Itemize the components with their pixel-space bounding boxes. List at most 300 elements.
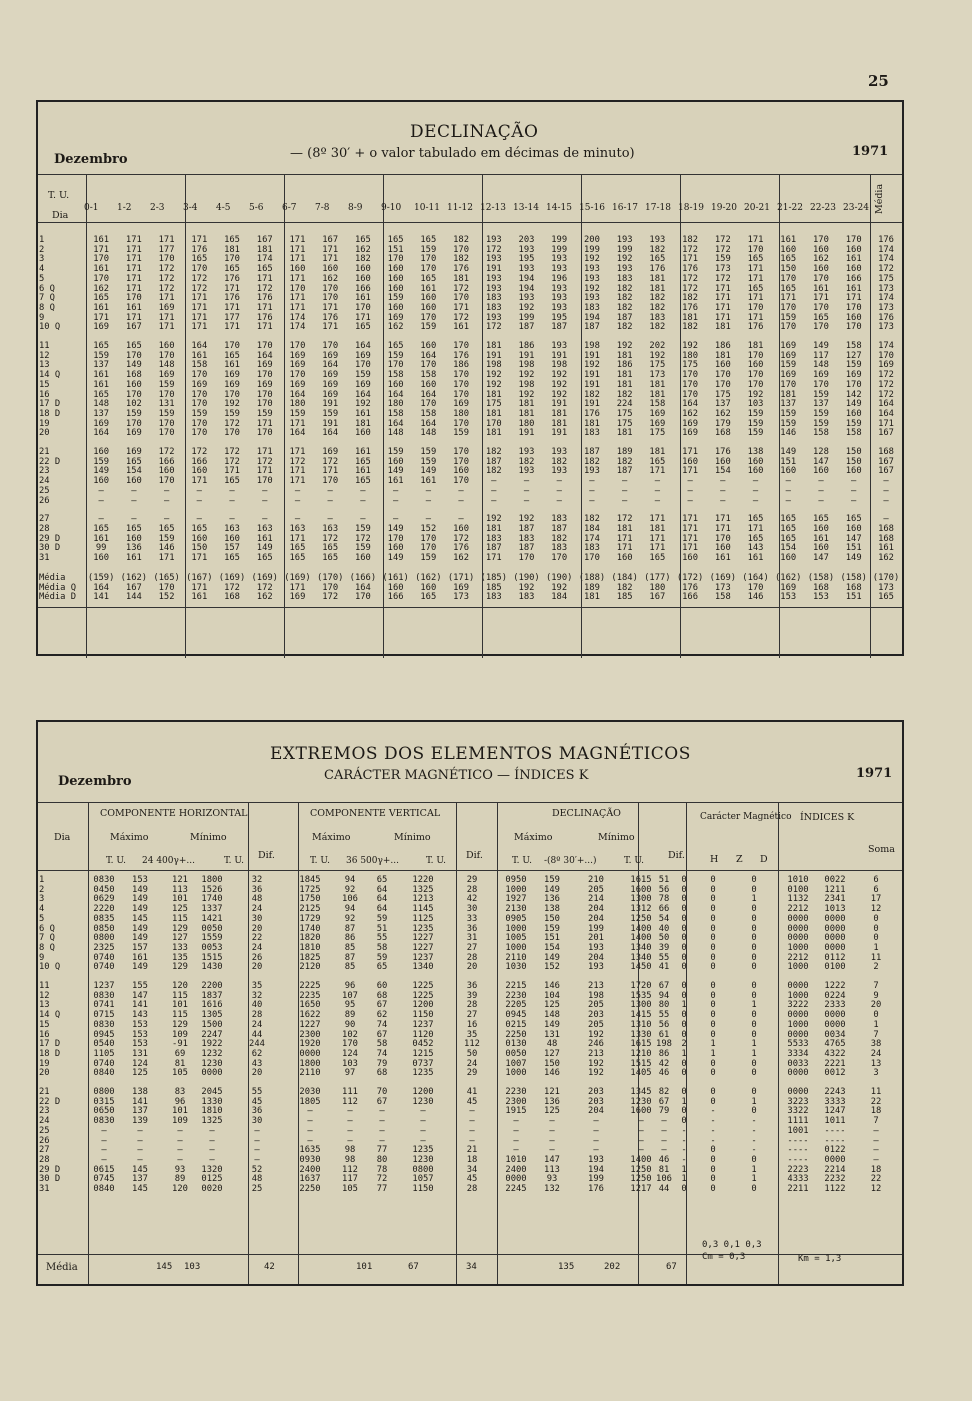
value-cell: 22 [870, 1174, 882, 1185]
value-cell: 159 [420, 447, 437, 458]
value-cell: — [131, 495, 137, 506]
value-cell: 172 [224, 456, 240, 467]
max-h-label: Máximo [110, 832, 149, 843]
value-cell: - [710, 1135, 716, 1146]
value-cell: 0224 [824, 990, 846, 1001]
value-cell: 182 [583, 456, 600, 467]
value-cell: 0629 [93, 894, 115, 905]
value-cell: 199 [588, 1174, 604, 1185]
value-cell: 159 [845, 418, 862, 429]
media-value: 172 [322, 592, 339, 603]
value-cell: 159 [747, 408, 764, 419]
value-cell: 159 [93, 350, 110, 361]
value-cell: - [681, 1135, 687, 1146]
value-cell: 204 [588, 913, 604, 924]
value-cell: 182 [616, 293, 633, 304]
value-cell: 160 [93, 476, 110, 487]
value-cell: 67 [658, 981, 670, 992]
value-cell: 166 [354, 283, 371, 294]
value-cell: 205 [588, 1000, 604, 1011]
value-cell: 170 [420, 360, 437, 371]
day-cell: 11 [39, 341, 50, 352]
value-cell: 1800 [299, 1058, 321, 1069]
value-cell: 162 [354, 244, 371, 255]
value-cell: 201 [588, 933, 604, 944]
value-cell: 166 [191, 456, 208, 467]
value-cell: 2230 [505, 990, 527, 1001]
value-cell: 160 [747, 466, 764, 477]
value-cell: 193 [551, 293, 568, 304]
value-cell: 170 [747, 302, 764, 313]
value-cell: 191 [551, 350, 568, 361]
value-cell: 121 [172, 875, 188, 885]
value-cell: 175 [616, 408, 633, 419]
value-cell: — [196, 495, 202, 506]
value-cell: 170 [714, 379, 731, 390]
value-cell: 137 [93, 408, 110, 419]
value-cell: 154 [544, 942, 560, 953]
value-cell: 161 [420, 476, 437, 487]
value-cell: 3334 [787, 1048, 809, 1059]
value-cell: 153 [132, 875, 148, 885]
value-cell: 0122 [824, 1145, 846, 1156]
value-cell: 20 [251, 1068, 263, 1079]
value-cell: 1225 [412, 981, 434, 992]
value-cell: 127 [544, 1048, 560, 1059]
value-cell: 182 [616, 283, 633, 294]
dif-v-label: Dif. [466, 850, 483, 861]
value-cell: 170 [780, 302, 797, 313]
value-cell: 165 [125, 341, 142, 352]
value-cell: 0 [710, 1087, 716, 1098]
tu-h2: T. U. [224, 856, 245, 866]
value-cell: 159 [780, 360, 797, 371]
value-cell: 0 [681, 1106, 687, 1117]
page-number: 25 [868, 72, 889, 90]
value-cell: 131 [544, 1029, 560, 1040]
value-cell: - [681, 1145, 687, 1156]
value-cell: 182 [485, 466, 502, 477]
value-cell: — [347, 1135, 353, 1146]
value-cell: 125 [172, 904, 188, 915]
media-value: 189 [583, 582, 600, 593]
value-cell: 161 [420, 283, 437, 294]
value-cell: 159 [714, 254, 731, 265]
day-cell: 4 [39, 904, 45, 915]
value-cell: 168 [125, 370, 142, 381]
value-cell: 148 [158, 360, 175, 371]
month-label-2: Dezembro [58, 774, 132, 789]
value-cell: 171 [125, 244, 142, 255]
value-cell: 165 [191, 523, 208, 534]
value-cell: 1250 [630, 1164, 652, 1175]
extremos-table [38, 876, 902, 1195]
value-cell: 170 [813, 302, 829, 313]
value-cell: 12 [870, 904, 882, 915]
value-cell: - [681, 1125, 687, 1136]
value-cell: 18 [870, 1164, 882, 1175]
value-cell: 0945 [93, 1029, 115, 1040]
value-cell: 162 [93, 283, 110, 294]
min-d-label: Mínimo [598, 832, 635, 843]
value-cell: 85 [344, 942, 356, 953]
value-cell: 165 [93, 523, 110, 534]
value-cell: — [137, 1154, 143, 1165]
value-cell: 171 [289, 235, 306, 245]
value-cell: 0100 [824, 962, 846, 973]
value-cell: 160 [387, 302, 404, 313]
value-cell: 2130 [505, 904, 527, 915]
value-cell: 160 [813, 543, 829, 554]
value-cell: 1616 [201, 1000, 223, 1011]
value-cell: 164 [878, 408, 894, 419]
value-cell: 181 [256, 244, 273, 255]
value-cell: - [710, 1106, 716, 1117]
value-cell: 0 [710, 904, 716, 915]
value-cell: 101 [172, 1000, 188, 1011]
media-value: (190) [513, 572, 540, 583]
value-cell: 0050 [201, 923, 223, 934]
value-cell: — [347, 1116, 353, 1127]
value-cell: 149 [132, 962, 148, 973]
value-cell: 170 [387, 360, 404, 371]
value-cell: 124 [132, 1058, 148, 1069]
value-cell: — [593, 1125, 599, 1136]
value-cell: 164 [387, 389, 404, 400]
value-cell: 191 [485, 350, 502, 361]
value-cell: 172 [453, 312, 469, 323]
value-cell: 164 [322, 428, 339, 439]
value-cell: 160 [420, 341, 437, 352]
value-cell: 137 [780, 399, 797, 410]
value-cell: 169 [813, 370, 829, 381]
value-cell: - [751, 1125, 757, 1136]
value-cell: 193 [485, 312, 502, 323]
value-cell: 172 [714, 244, 731, 255]
value-cell: — [883, 495, 889, 506]
value-cell: 159 [544, 923, 560, 934]
value-cell: 0950 [505, 875, 527, 885]
value-cell: 0 [681, 1116, 687, 1127]
value-cell: 187 [518, 322, 535, 333]
value-cell: 1740 [299, 923, 321, 934]
value-cell: 164 [256, 350, 273, 361]
value-cell: 170 [714, 533, 731, 544]
value-cell: 170 [845, 379, 862, 390]
value-cell: 0 [751, 952, 757, 963]
value-cell: 1 [751, 1174, 757, 1185]
value-cell: 28 [466, 952, 478, 963]
value-cell: 164 [354, 341, 371, 352]
value-cell: 160 [714, 360, 731, 371]
value-cell: 104 [544, 990, 560, 1001]
value-cell: 0 [710, 884, 716, 895]
value-cell: — [163, 495, 170, 506]
value-cell: 170 [845, 322, 862, 333]
day-cell: 18 D [39, 408, 61, 419]
value-cell: 171 [714, 302, 731, 313]
media-value: 146 [747, 592, 764, 603]
value-cell: 170 [420, 254, 437, 265]
value-cell: 187 [616, 466, 633, 477]
value-cell: 1805 [299, 1096, 321, 1107]
media-value: (185) [480, 572, 508, 583]
value-cell: 172 [224, 418, 240, 429]
value-cell: 1330 [201, 1096, 223, 1107]
value-cell: 181 [485, 389, 502, 400]
value-cell: 0540 [93, 1039, 115, 1050]
value-cell: 0000 [787, 933, 809, 944]
value-cell: 160 [420, 293, 437, 304]
value-cell: 170 [256, 341, 273, 352]
value-cell: 169 [322, 350, 339, 361]
value-cell: 198 [551, 360, 568, 371]
value-cell: 1120 [412, 1029, 434, 1040]
value-cell: 170 [191, 264, 208, 275]
value-cell: 204 [588, 952, 604, 963]
value-cell: 170 [322, 341, 339, 352]
value-cell: 171 [649, 533, 666, 544]
hour-header: 4-5 [216, 203, 231, 213]
value-cell: 0000 [787, 981, 809, 992]
value-cell: 68 [376, 990, 388, 1001]
value-cell: 1345 [630, 1087, 652, 1098]
value-cell: 1600 [630, 884, 652, 895]
value-cell: 183 [616, 273, 633, 284]
value-cell: 161 [354, 447, 371, 458]
value-cell: 170 [845, 302, 862, 313]
value-cell: 203 [588, 1087, 604, 1098]
value-cell: 1559 [201, 933, 223, 944]
value-cell: 0 [681, 962, 687, 973]
day-cell: 5 [39, 273, 45, 284]
value-cell: 170 [453, 293, 469, 304]
d-max-media: 135 [558, 1262, 575, 1272]
value-cell: 161 [813, 533, 829, 544]
value-cell: 1615 [630, 1039, 652, 1050]
value-cell: 115 [172, 990, 188, 1001]
value-cell: 176 [878, 312, 894, 323]
value-cell: 149 [132, 904, 148, 915]
value-cell: 214 [588, 894, 604, 905]
value-cell: 158 [845, 341, 862, 352]
value-cell: 213 [588, 981, 604, 992]
value-cell: 36 [251, 884, 263, 895]
value-cell: — [654, 485, 661, 496]
value-cell: 191 [322, 399, 339, 410]
value-cell: — [458, 514, 464, 525]
value-cell: 0835 [93, 913, 115, 924]
value-cell: 112 [342, 1164, 358, 1175]
value-cell: — [98, 514, 104, 525]
value-cell: 1000 [505, 942, 527, 953]
value-cell: 165 [354, 476, 371, 487]
value-cell: 160 [354, 553, 371, 564]
value-cell: — [491, 485, 497, 496]
extremos-title: EXTREMOS DOS ELEMENTOS MAGNÉTICOS [270, 744, 691, 764]
day-cell: 21 [39, 447, 50, 458]
value-cell: 64 [376, 904, 388, 915]
value-cell: 172 [878, 379, 894, 390]
value-cell: 101 [172, 1106, 188, 1117]
value-cell: 1250 [630, 913, 652, 924]
value-cell: 0 [681, 1068, 687, 1079]
value-cell: 169 [780, 341, 797, 352]
day-cell: 2 [39, 884, 45, 895]
value-cell: 42 [466, 894, 478, 905]
value-cell: 165 [387, 341, 404, 352]
value-cell: 172 [878, 389, 894, 400]
value-cell: 181 [485, 341, 502, 352]
value-cell: — [654, 495, 661, 506]
value-cell: 170 [256, 370, 273, 381]
day-cell: 23 [39, 466, 50, 477]
value-cell: 171 [289, 533, 306, 544]
value-cell: 111 [342, 1087, 358, 1098]
value-cell: — [873, 1145, 879, 1156]
value-cell: 32 [251, 875, 263, 885]
value-cell: 96 [174, 1096, 186, 1107]
value-cell: 0 [710, 1058, 716, 1069]
value-cell: 0000 [824, 1019, 846, 1030]
value-cell: — [589, 495, 595, 506]
value-cell: — [458, 485, 464, 496]
value-cell: 48 [546, 1039, 558, 1050]
value-cell: 171 [125, 312, 142, 323]
value-cell: 159 [544, 875, 560, 885]
value-cell: — [101, 1154, 107, 1165]
value-cell: 0 [710, 952, 716, 963]
value-cell: 1310 [630, 1019, 652, 1030]
soma-header: Soma [868, 844, 895, 855]
value-cell: 147 [813, 456, 829, 467]
value-cell: 160 [354, 428, 371, 439]
value-cell: 182 [616, 322, 633, 333]
value-cell: 33 [466, 913, 478, 924]
value-cell: — [638, 1125, 644, 1136]
value-cell: 199 [588, 923, 604, 934]
value-cell: 102 [125, 399, 142, 410]
value-cell: 171 [224, 302, 240, 313]
value-cell: 1 [751, 1048, 757, 1059]
value-cell: — [101, 1145, 107, 1156]
value-cell: 224 [616, 399, 633, 410]
day-cell: 9 [39, 312, 45, 323]
value-cell: 0 [681, 894, 687, 905]
hour-header: 21-22 [777, 203, 803, 213]
value-cell: 193 [518, 264, 535, 275]
value-cell: 11 [870, 1087, 882, 1098]
value-cell: 173 [878, 322, 894, 333]
day-cell: 12 [39, 990, 50, 1001]
value-cell: 80 [376, 1154, 388, 1165]
value-cell: — [523, 495, 530, 506]
value-cell: 169 [256, 360, 273, 371]
value-cell: 1729 [299, 913, 321, 924]
value-cell: 172 [878, 370, 894, 381]
value-cell: 141 [132, 1096, 148, 1107]
value-cell: 181 [649, 283, 666, 294]
value-cell: 172 [191, 273, 208, 284]
value-cell: 67 [658, 1096, 670, 1107]
km-value: Km = 1,3 [798, 1254, 842, 1264]
value-cell: 1400 [630, 1154, 652, 1165]
value-cell: 67 [376, 1029, 388, 1040]
value-cell: — [873, 1135, 879, 1146]
value-cell: 171 [682, 543, 699, 554]
value-cell: 169 [682, 418, 699, 429]
day-cell: 3 [39, 254, 45, 265]
value-cell: 0800 [93, 1087, 115, 1098]
day-cell: 28 [39, 1154, 50, 1165]
value-cell: 171 [256, 466, 273, 477]
value-cell: 0112 [824, 952, 846, 963]
value-cell: 112 [464, 1039, 480, 1050]
value-cell: 181 [649, 389, 666, 400]
value-cell: 167 [878, 428, 894, 439]
value-cell: 1 [710, 1048, 716, 1059]
value-cell: 17 [870, 894, 882, 905]
media-label: Média Q [39, 582, 77, 593]
value-cell: 24 [466, 1058, 478, 1069]
value-cell: 181 [747, 341, 764, 352]
value-cell: 193 [551, 341, 568, 352]
value-cell: 164 [682, 399, 699, 410]
value-cell: 139 [132, 1116, 148, 1127]
value-cell: 193 [649, 235, 666, 245]
value-cell: 180 [518, 418, 535, 429]
value-cell: 24 [251, 1019, 263, 1030]
value-cell: 171 [256, 447, 273, 458]
value-cell: 171 [747, 523, 764, 534]
value-cell: 175 [616, 418, 633, 429]
value-cell: — [420, 1125, 426, 1136]
value-cell: — [469, 1116, 475, 1127]
value-cell: — [196, 485, 202, 496]
value-cell: 171 [93, 312, 110, 323]
value-cell: 192 [224, 399, 240, 410]
value-cell: 41 [658, 962, 670, 973]
h-base-label: 24 400γ+... [142, 856, 195, 866]
tu-h1: T. U. [106, 856, 127, 866]
day-cell: 31 [39, 553, 50, 564]
value-cell: 182 [583, 514, 600, 525]
declinacao-panel [36, 100, 904, 656]
value-cell: 170 [354, 360, 371, 371]
value-cell: 148 [93, 399, 110, 410]
value-cell: 183 [583, 428, 600, 439]
value-cell: 161 [387, 476, 404, 487]
value-cell: 1 [681, 1048, 687, 1059]
declinacao-table [38, 236, 902, 603]
d-dif-media: 67 [666, 1262, 677, 1272]
value-cell: 138 [544, 904, 560, 915]
value-cell: 1305 [201, 1010, 223, 1021]
value-cell: 0 [681, 1087, 687, 1098]
value-cell: 171 [616, 543, 633, 554]
value-cell: 79 [376, 1058, 388, 1069]
value-cell: - [710, 1116, 716, 1127]
value-cell: — [209, 1154, 215, 1165]
value-cell: 193 [583, 273, 600, 284]
value-cell: 165 [747, 514, 764, 525]
value-cell: 172 [682, 283, 699, 294]
value-cell: — [785, 476, 791, 487]
value-cell: 58 [376, 1039, 388, 1050]
max-v-label: Máximo [312, 832, 351, 843]
value-cell: 1247 [824, 1106, 846, 1117]
value-cell: 193 [583, 264, 600, 275]
